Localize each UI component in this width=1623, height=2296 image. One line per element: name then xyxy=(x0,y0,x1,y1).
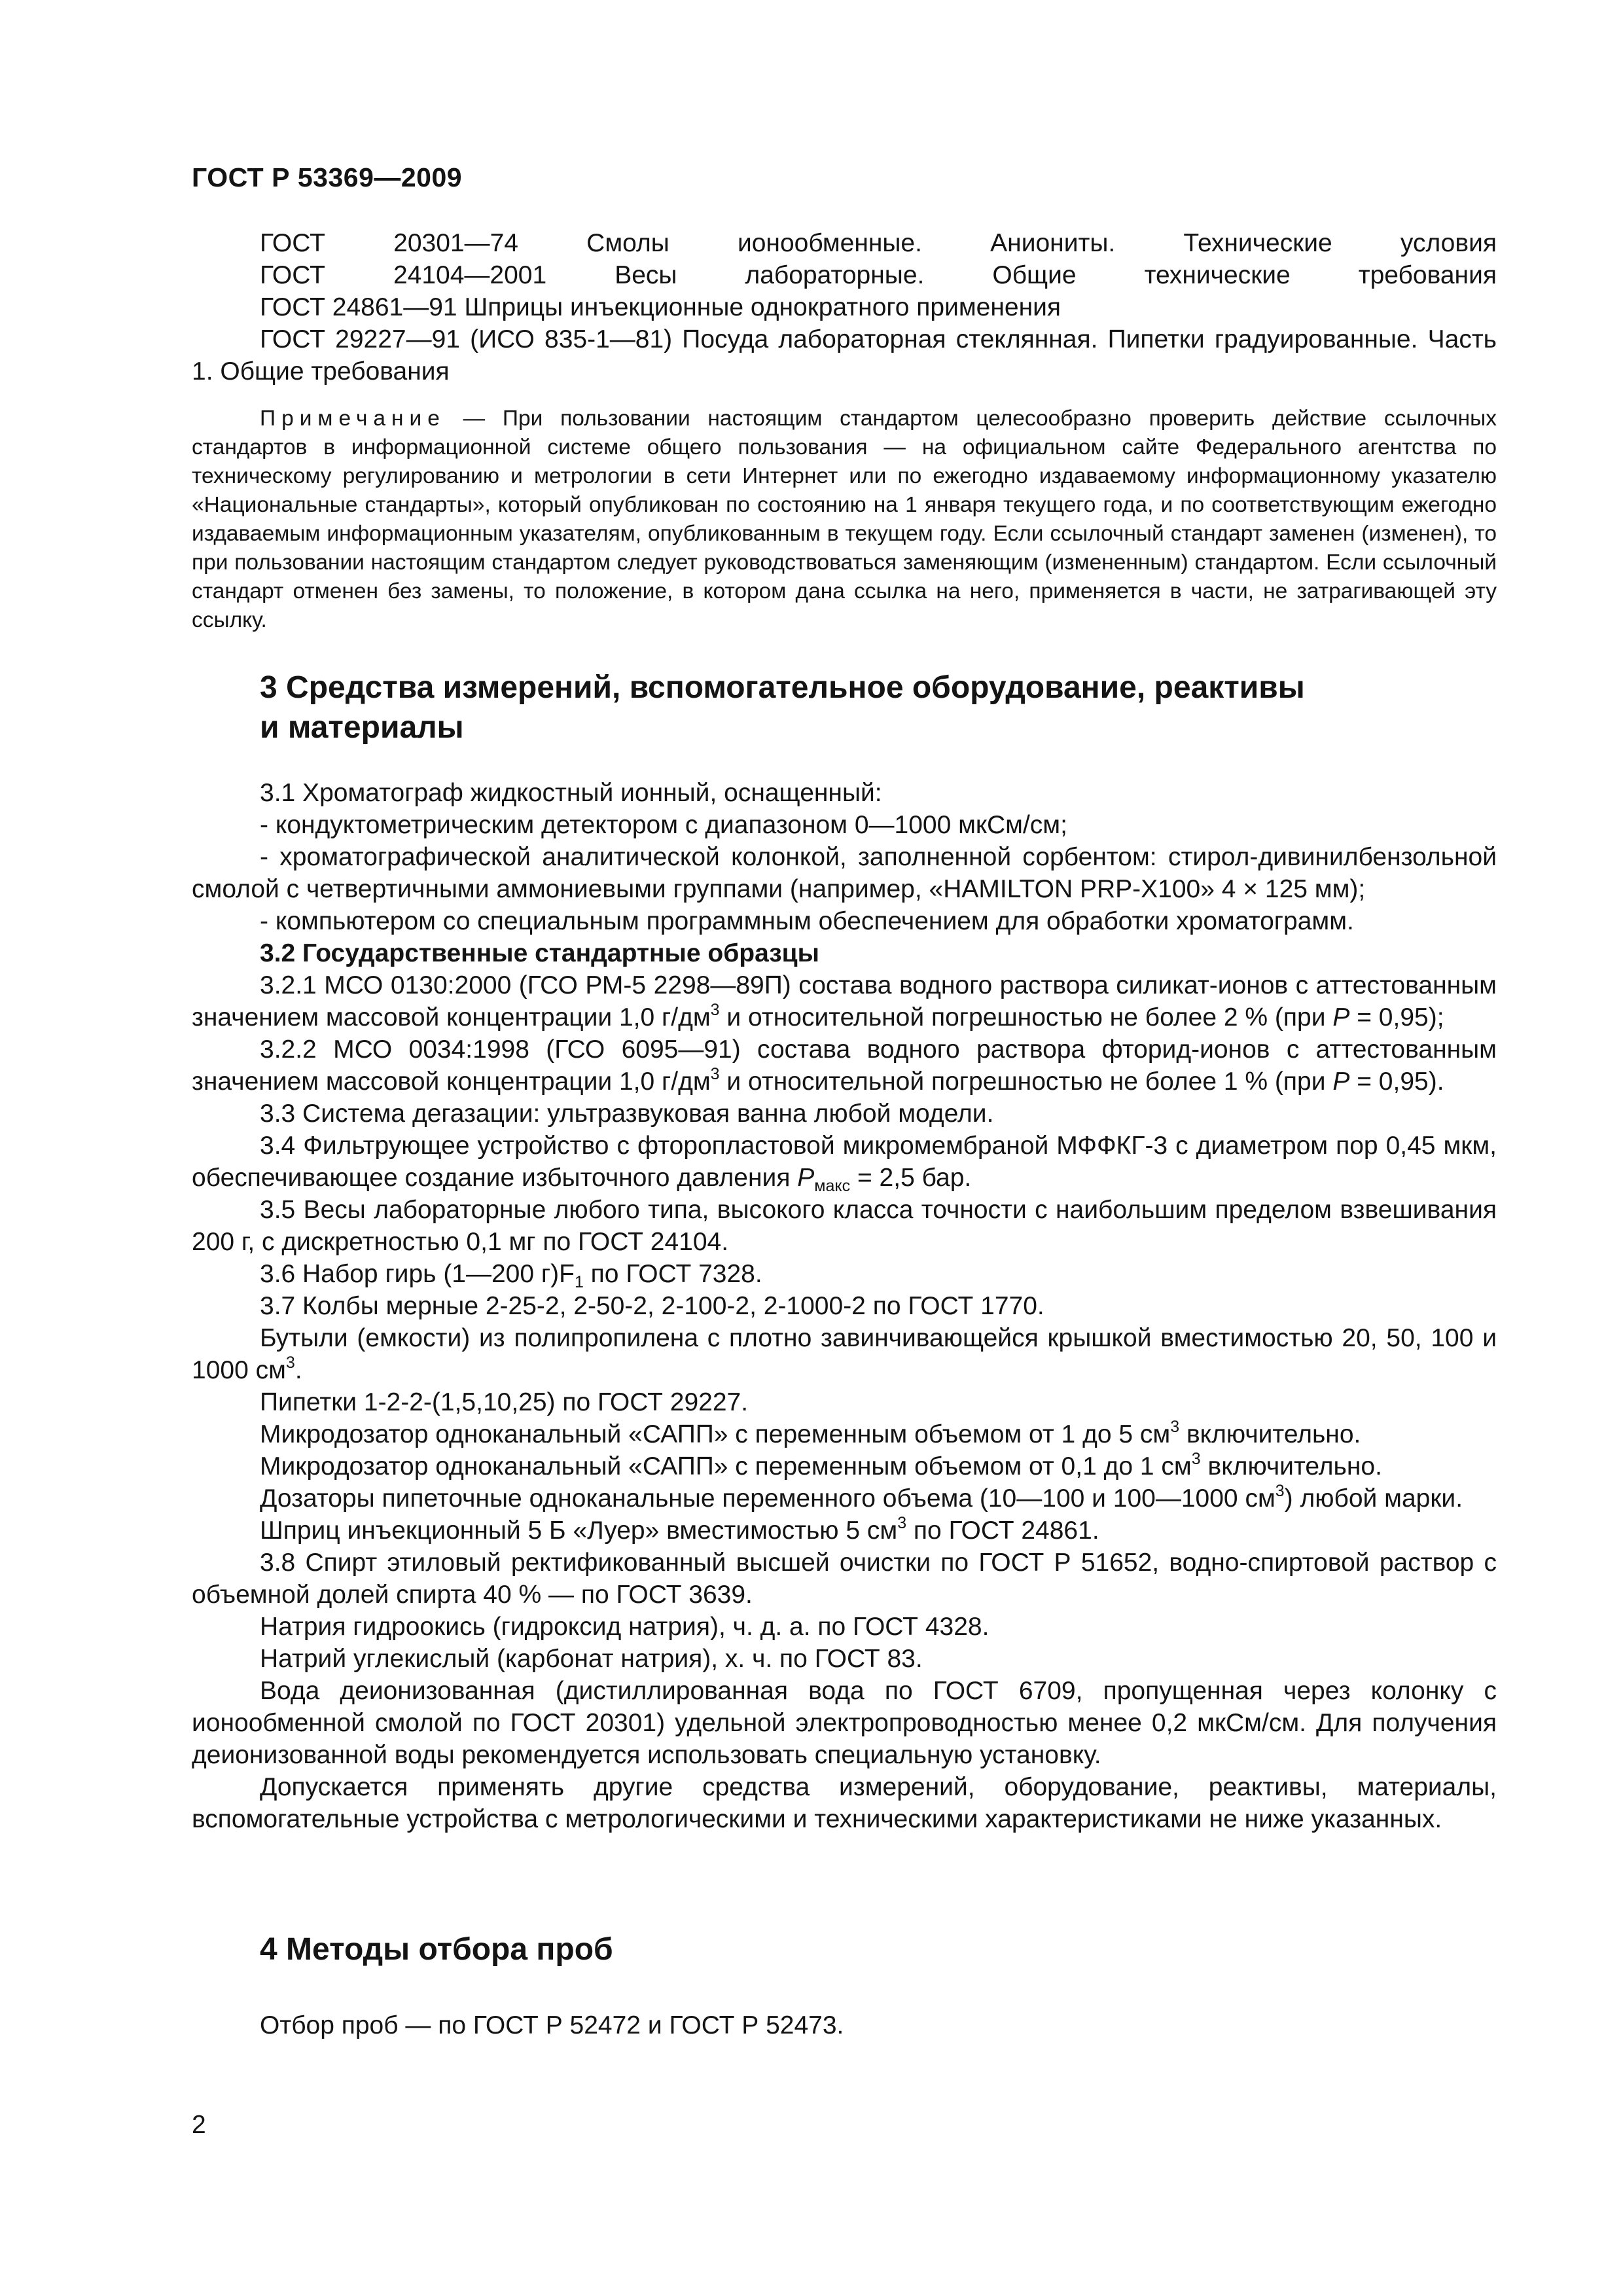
paragraph-water: Вода деионизованная (дистиллированная вода по ГОСТ 6709, пропущенная через колонку с ионообменной смолой по ГОСТ 20301) удельной электропроводностью менее 0,2 мкСм/см. Для получения деионизованной воды рекомендуется использовать специальную установку. xyxy=(192,1677,1497,1769)
reference-item: ГОСТ 20301—74 Смолы ионообменные. Аниониты. Технические условия xyxy=(260,229,1497,257)
paragraph-na2co3: Натрий углекислый (карбонат натрия), х. ч. по ГОСТ 83. xyxy=(260,1645,923,1673)
paragraph-bottles: Бутыли (емкости) из полипропилена с плотно завинчивающейся крышкой вместимостью 20, 50, 100 и 1000 $см^3$. xyxy=(192,1324,1497,1384)
paragraph-3-8: 3.8 Спирт этиловый ректификованный высшей очистки по ГОСТ Р 51652, водно-спиртовой раствор с объемной долей спирта 40 % — по ГОСТ 3639. xyxy=(192,1549,1497,1609)
section-4-body xyxy=(192,2009,1497,2041)
reference-item: ГОСТ 24861—91 Шприцы инъекционные однократного применения xyxy=(260,293,1061,321)
document-code: ГОСТ Р 53369—2009 xyxy=(192,162,463,192)
reference-item: ГОСТ 29227—91 (ИСО 835-1—81) Посуда лабораторная стеклянная. Пипетки градуированные. Часть 1. Общие требования xyxy=(192,325,1497,386)
paragraph-3-2-1: 3.2.1 МСО 0130:2000 (ГСО РМ-5 2298—89П) состава водного раствора силикат-ионов с аттестованным значением массовой концентрации 1,0 $г/дм^3$ и относительной погрешностью не более 2 % (при Р = 0,95); xyxy=(192,971,1497,1031)
section-4-heading: 4 Методы отбора проб xyxy=(260,1932,613,1967)
paragraph-3-1: 3.1 Хроматограф жидкостный ионный, оснащенный: xyxy=(260,779,882,807)
subsection-3-2-heading: 3.2 Государственные стандартные образцы xyxy=(260,939,819,967)
section-3-heading-line1: 3 Средства измерений, вспомогательное оборудование, реактивы xyxy=(260,670,1305,705)
paragraph-3-7: 3.7 Колбы мерные 2-25-2, 2-50-2, 2-100-2, 2-1000-2 по ГОСТ 1770. xyxy=(260,1292,1044,1320)
paragraph-naoh: Натрия гидроокись (гидроксид натрия), ч. д. а. по ГОСТ 4328. xyxy=(260,1613,990,1641)
paragraph-dispenser-2: Микродозатор одноканальный «САПП» с переменным объемом от 0,1 до 1 $см^3$ включительно. xyxy=(260,1450,1382,1480)
paragraph-dispensers: Дозаторы пипеточные одноканальные переменного объема (10—100 и 100—1000 $см^3$) любой марки. xyxy=(260,1482,1463,1513)
note-label: Примечание xyxy=(260,406,446,431)
paragraph-3-1-item: - компьютером со специальным программным обеспечением для обработки хроматограмм. xyxy=(260,907,1354,935)
paragraph-3-1-item: - хроматографической аналитической колонкой, заполненной сорбентом: стирол-дивинилбензольной смолой с четвертичными аммониевыми группами (например, «HAMILTON PRP-X100» 4 × 125 мм); xyxy=(192,843,1497,903)
paragraph-3-2-2: 3.2.2 МСО 0034:1998 (ГСО 6095—91) состава водного раствора фторид-ионов с аттестованным значением массовой концентрации 1,0 $г/дм^3$ и относительной погрешностью не более 1 % (при Р = 0,95). xyxy=(192,1035,1497,1096)
section-3-body xyxy=(192,777,1497,1835)
section-3-heading-line2: и материалы xyxy=(260,710,464,745)
reference-note xyxy=(192,404,1497,635)
paragraph-pipettes: Пипетки 1-2-2-(1,5,10,25) по ГОСТ 29227. xyxy=(260,1388,749,1416)
page-number: 2 xyxy=(192,2111,206,2139)
paragraph-3-6: 3.6 Набор гирь (1—200 $г)F_1$ по ГОСТ 7328. xyxy=(260,1260,762,1291)
paragraph-3-3: 3.3 Система дегазации: ультразвуковая ванна любой модели. xyxy=(260,1100,994,1128)
references-list xyxy=(192,227,1497,387)
reference-item: ГОСТ 24104—2001 Весы лабораторные. Общие технические требования xyxy=(260,261,1497,289)
section-3-heading xyxy=(260,668,1438,747)
paragraph-3-5: 3.5 Весы лабораторные любого типа, высокого класса точности с наибольшим пределом взвешивания 200 г, с дискретностью 0,1 мг по ГОСТ 24104. xyxy=(192,1196,1497,1256)
note-text: — При пользовании настоящим стандартом целесообразно проверить действие ссылочных стандартов в информационной системе общего пользования — на официальном сайте Федерального агентства по техническому регулированию и метрологии в сети Интернет или по ежегодно издаваемому информационному указателю «Национальные стандарты», который опубликован по состоянию на 1 января текущего года, и по соответствующим ежегодно издаваемым информационным указателям, опубликованным в текущем году. Если ссылочный стандарт заменен (изменен), то при пользовании настоящим стандартом следует руководствоваться заменяющим (измененным) стандартом. Если ссылочный стандарт отменен без замены, то положение, в котором дана ссылка на него, применяется в части, не затрагивающей эту ссылку. xyxy=(192,406,1497,632)
paragraph-dispenser-1: Микродозатор одноканальный «САПП» с переменным объемом от 1 до 5 $см^3$ включительно. xyxy=(260,1418,1361,1448)
paragraph-syringe: Шприц инъекционный 5 Б «Луер» вместимостью 5 $см^3$ по ГОСТ 24861. xyxy=(260,1514,1099,1545)
paragraph-3-4: 3.4 Фильтрующее устройство с фторопластовой микромембраной МФФКГ-3 с диаметром пор 0,45 мкм, обеспечивающее создание избыточного давления $Р_{макс} = 2,5$ бар. xyxy=(192,1132,1497,1195)
paragraph-sampling: Отбор проб — по ГОСТ Р 52472 и ГОСТ Р 52473. xyxy=(260,2011,844,2039)
paragraph-allowed: Допускается применять другие средства измерений, оборудование, реактивы, материалы, вспомогательные устройства с метрологическими и техническими характеристиками не ниже указанных. xyxy=(192,1773,1497,1833)
paragraph-3-1-item: - кондуктометрическим детектором с диапазоном 0—1000 мкСм/см; xyxy=(260,811,1067,839)
